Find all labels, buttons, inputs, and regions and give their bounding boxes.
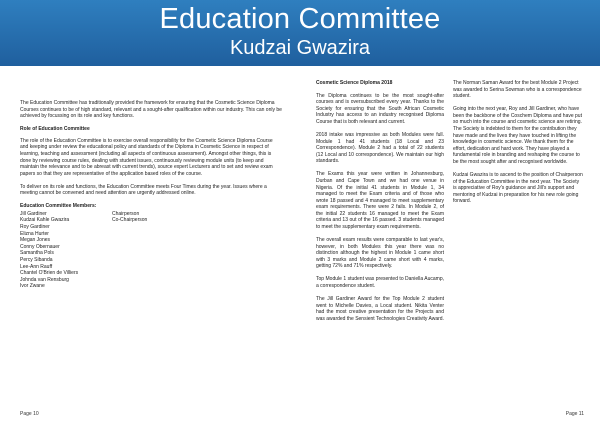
norman-saman-paragraph: The Norman Saman Award for the best Module 2 Project was awarded to Serina Sowman who is a correspondence student. [453,80,582,100]
exams-paragraph: The Exams this year were written in Johannesburg, Durban and Cape Town and we had one venue in Nigeria. Of the initial 41 students in Module 1, 34 managed to meet the Exam criteria and of those who wrote 18 passed and 4 managed to meet supplementary exam requirements. There were 2 fails. In Module 2, of the initial 22 students 16 managed to meet the Exam criteria and 13 out of the 16 passed. 3 students managed to meet the supplementary exam requirements. [316,171,444,231]
member-role [112,264,282,271]
list-item [20,211,282,218]
member-role [112,283,282,290]
list-item [20,257,282,264]
header-banner [0,0,600,66]
member-name: Percy Sibanda [20,257,53,264]
page-number-right: Page 11 [565,411,584,417]
list-item [20,224,282,231]
member-role [112,250,282,257]
role-heading: Role of Education Committee [20,126,90,133]
list-item [20,250,282,257]
top-student-paragraph: Top Module 1 student was presented to Daniella Aucamp, a correspondence student. [316,276,444,289]
member-role [112,277,282,284]
list-item [20,244,282,251]
members-heading: Education Committee Members: [20,203,97,210]
results-paragraph: The overall exam results were comparable to last year's, however, in both Modules this year there was no distinction although the highest in Module 1 came short with 3 marks and Module 2 came short with 4 marks, getting 72% and 71% respectively. [316,237,444,270]
member-role [112,244,282,251]
member-name: Johnda van Rensburg [20,276,69,283]
member-name: Megan Jones [20,237,51,244]
list-item [20,264,282,271]
role-paragraph: The role of the Education Committee is to exercise overall responsibility for the Cosmetic Science Diploma Course and keeping under review the educational policy and standards of the Diploma in Cosmetic Science in respect of learning, teaching and assessment (including all aspects of continuous assessment). Amongst other things, this is done by reviewing course rules, dealing with student issues, continuously reviewing module units (to keep and maintain the relevance and to be abreast with current trends), source expert Lecturers and to set and review exam papers so that they are representative of the application based roles of the course. [20,137,273,177]
member-name: Elizna Hurter [20,230,49,237]
member-name: Lee-Ann Rauff [20,263,53,270]
page-title: Education Committee [159,3,441,35]
diploma-heading: Cosmetic Science Diploma 2018 [316,80,393,86]
intake-paragraph: 2018 intake was impressive as both Modules were full. Module 1 had 41 students (18 Local and 23 Correspondence). Module 2 had a total of 22 students (12 Local and 10 correspondence). We maintain our high standards. [316,131,444,165]
list-item [20,283,282,290]
member-name: Kudzai Kahle Gwazira [20,217,70,224]
retirement-paragraph: Going into the next year, Roy and Jill Gardiner, who have been the backbone of the Coschem Diploma and have put so much into the course and cosmetic science are retiring. The Society is indebted to them for the contribution they have made and the lives they have touched in lifting the knowledge in cosmetic science. We thank them for the effort, dedication and hard work. They have played a fundamental role in branding and reshaping the course to be the most sought after and recognised worldwide. [453,106,582,165]
member-role: Co-Chairperson [112,217,148,224]
left-column [20,100,282,290]
author-name: Kudzai Gwazira [229,37,371,59]
member-name: Conny Obernauer [20,243,60,250]
member-role [112,270,282,277]
member-role [112,257,282,264]
meetings-paragraph: To deliver on its role and functions, the Education Committee meets Four Times during the year. Issues where a meeting cannot be convened and need attention are urgently addressed online. [20,183,267,197]
list-item [20,217,282,224]
page-number-left: Page 10 [20,411,39,417]
member-role [112,237,282,244]
member-name: Roy Gardiner [20,224,50,231]
diploma-paragraph: The Diploma continues to be the most sought-after courses and is oversubscribed every year. Thanks to the Society for ensuring that the South African Cosmetic Industry has access to an industry recognised Diploma Course that is both relevant and current. [316,92,444,125]
right-column [453,80,584,211]
list-item [20,231,282,238]
member-role [112,231,282,238]
intro-paragraph: The Education Committee has traditionally provided the framework for ensuring that the Cosmetic Science Diploma Courses continues to be of high standard, relevant and a sought-after qualification within our industry. This can only be achieved by focussing on its role and key functions. [20,100,282,120]
member-name: Ivor Zwane [20,283,45,290]
middle-column [316,80,444,329]
list-item [20,277,282,284]
member-role [112,224,282,231]
list-item [20,237,282,244]
new-chair-paragraph: Kudzai Gwazira is to ascend to the position of Chairperson of the Education Committee in the next year. The Society is appreciative of Roy's guidance and Jill's support and mentoring of Kudzai in preparation for his new role going forward. [453,171,583,205]
member-name: Jill Gardiner [20,210,47,217]
members-list [20,211,282,290]
member-name: Samantha Pols [20,250,54,257]
member-role: Chairperson [112,210,140,217]
member-name: Chantel O'Brien de Villiers [20,270,79,277]
list-item [20,270,282,277]
award-paragraph: The Jill Gardiner Award for the Top Module 2 student went to Michelle Davies, a Local student. Nikita Venter had the most creative presentation for the Projects and was awarded the Sensient Technologies Creativity Award. [316,295,444,322]
